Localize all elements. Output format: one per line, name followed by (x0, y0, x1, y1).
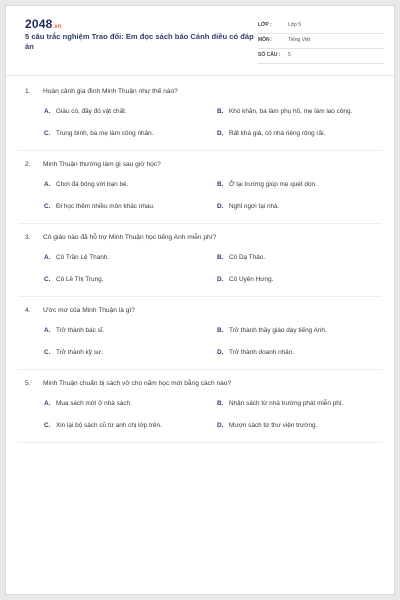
option-letter: A. (44, 181, 51, 188)
logo-suffix: .vn (52, 24, 62, 30)
question-1 (6, 78, 394, 151)
answer-option[interactable] (44, 327, 104, 334)
option-text: Đi học thêm nhiều môn khác nhau. (56, 203, 155, 210)
answer-option[interactable] (44, 276, 103, 283)
option-letter: C. (44, 276, 51, 283)
question-5 (6, 370, 394, 443)
meta-row-class (258, 19, 384, 34)
option-letter: A. (44, 327, 51, 334)
document-page (5, 5, 395, 595)
option-text: Khó khăn, ba làm phụ hồ, mẹ làm lao công. (229, 108, 353, 115)
answer-option[interactable] (217, 327, 327, 334)
option-letter: A. (44, 108, 51, 115)
question-stem: Hoàn cảnh gia đình Minh Thuận như thế nào? (43, 88, 178, 95)
answer-option[interactable] (44, 400, 132, 407)
question-stem: Ước mơ của Minh Thuận là gì? (43, 307, 135, 314)
question-number: 2. (25, 161, 31, 168)
answer-option[interactable] (44, 349, 103, 356)
option-text: Trở thành thầy giáo dạy tiếng Anh. (229, 327, 327, 334)
question-stem: Minh Thuận thường làm gì sau giờ học? (43, 161, 161, 168)
logo-text: 2048 (25, 17, 53, 31)
option-letter: B. (217, 181, 224, 188)
question-text (25, 161, 161, 168)
option-text: Ở lại trường giúp mẹ quét dọn. (229, 181, 317, 188)
option-text: Nghỉ ngơi tại nhà. (229, 203, 280, 210)
question-number: 4. (25, 307, 31, 314)
question-text (25, 88, 178, 95)
answer-option[interactable] (44, 130, 153, 137)
meta-table (258, 19, 384, 64)
option-text: Rất khá giả, có nhà riêng rộng rãi. (229, 130, 326, 137)
option-text: Trở thành bác sĩ. (56, 327, 105, 334)
question-text (25, 234, 216, 241)
option-text: Mượn sách từ thư viện trường. (229, 422, 318, 429)
question-stem: Cô giáo nào đã hỗ trợ Minh Thuận học tiếng Anh miễn phí? (43, 234, 217, 241)
option-text: Cô Uyên Hưng. (229, 276, 274, 283)
option-letter: D. (217, 349, 224, 356)
option-letter: A. (44, 400, 51, 407)
option-text: Trở thành doanh nhân. (229, 349, 295, 356)
answer-option[interactable] (44, 254, 109, 261)
option-text: Giàu có, đầy đủ vật chất. (56, 108, 127, 115)
option-letter: C. (44, 130, 51, 137)
answer-option[interactable] (217, 349, 294, 356)
question-4 (6, 297, 394, 370)
option-letter: B. (217, 327, 224, 334)
option-text: Chơi đá bóng với bạn bè. (56, 181, 129, 188)
answer-option[interactable] (217, 422, 317, 429)
answer-option[interactable] (44, 422, 162, 429)
meta-value: Tiếng Việt (288, 37, 311, 43)
option-letter: D. (217, 203, 224, 210)
option-text: Mua sách mới ở nhà sách. (56, 400, 132, 407)
question-number: 1. (25, 88, 31, 95)
question-text (25, 307, 135, 314)
answer-option[interactable] (217, 276, 273, 283)
option-letter: D. (217, 422, 224, 429)
option-text: Cô Dạ Thảo. (229, 254, 266, 261)
option-text: Trở thành kỹ sư. (56, 349, 103, 356)
option-letter: B. (217, 254, 224, 261)
option-letter: A. (44, 254, 51, 261)
option-letter: B. (217, 400, 224, 407)
option-letter: B. (217, 108, 224, 115)
question-2 (6, 151, 394, 224)
option-letter: C. (44, 349, 51, 356)
question-list (6, 78, 394, 443)
question-stem: Minh Thuận chuẩn bị sách vở cho năm học mới bằng cách nào? (43, 380, 232, 387)
answer-option[interactable] (217, 130, 325, 137)
meta-label: LỚP : (258, 22, 272, 28)
answer-option[interactable] (44, 108, 127, 115)
answer-option[interactable] (217, 400, 343, 407)
meta-value: Lớp 5 (288, 22, 302, 28)
question-number: 5. (25, 380, 31, 387)
option-text: Trung bình, ba mẹ làm công nhân. (56, 130, 154, 137)
header-divider (6, 75, 394, 76)
document-title: 5 câu trắc nghiệm Trao đổi: Em đọc sách báo Cánh diều có đáp án (25, 32, 254, 51)
option-text: Cô Trần Lệ Thanh. (56, 254, 110, 261)
document-header (6, 6, 394, 74)
question-3 (6, 224, 394, 297)
answer-option[interactable] (217, 108, 352, 115)
option-letter: D. (217, 130, 224, 137)
meta-row-subject (258, 34, 384, 49)
question-number: 3. (25, 234, 31, 241)
meta-value: 5 (288, 52, 291, 58)
answer-option[interactable] (44, 203, 155, 210)
answer-option[interactable] (217, 254, 265, 261)
option-text: Nhận sách từ nhà trường phát miễn phí. (229, 400, 344, 407)
option-letter: C. (44, 203, 51, 210)
option-text: Cô Lê Thị Trung. (56, 276, 104, 283)
site-logo[interactable] (25, 17, 62, 31)
meta-row-count (258, 49, 384, 64)
answer-option[interactable] (217, 181, 317, 188)
option-text: Xin lại bộ sách cũ từ anh chị lớp trên. (56, 422, 162, 429)
meta-label: SỐ CÂU : (258, 52, 281, 58)
answer-option[interactable] (44, 181, 128, 188)
option-letter: D. (217, 276, 224, 283)
answer-option[interactable] (217, 203, 279, 210)
question-text (25, 380, 231, 387)
option-letter: C. (44, 422, 51, 429)
meta-label: MÔN : (258, 37, 273, 43)
question-divider (18, 442, 382, 443)
